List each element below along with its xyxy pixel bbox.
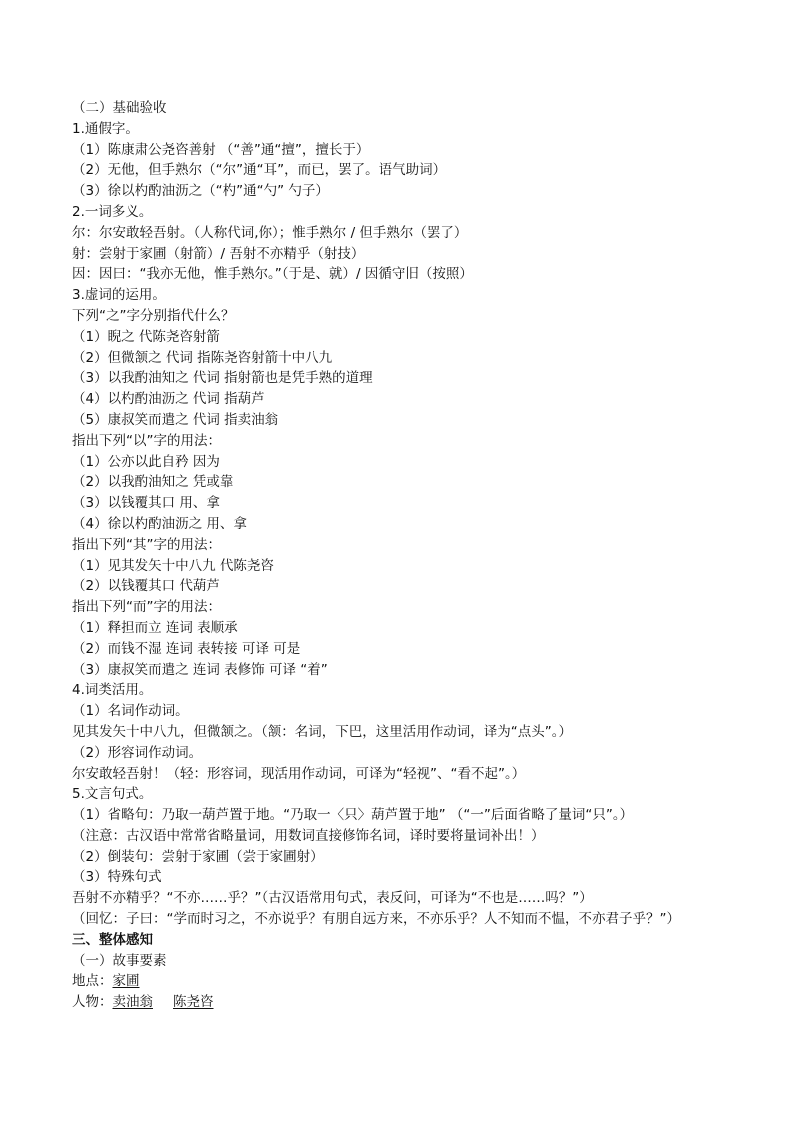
er-prompt: 指出下列“而”字的用法：	[72, 599, 221, 616]
word-class-title: 4.词类活用。	[72, 682, 153, 699]
word-class-item-1: （1）名词作动词。	[72, 703, 189, 720]
er-item-1: （1）释担而立 连词 表顺承	[72, 619, 238, 636]
polysemy-item-3: 因：因曰：“我亦无他，惟手熟尔。”（于是、就）/ 因循守旧（按照）	[72, 266, 473, 283]
yi-item-3: （3）以钱覆其口 用、拿	[72, 495, 220, 512]
er-item-3: （3）康叔笑而遣之 连词 表修饰 可译 “着”	[72, 661, 328, 678]
place-line	[72, 971, 754, 992]
polysemy-item-1: 尔：尔安敢轻吾射。（人称代词,你）；惟手熟尔 / 但手熟尔（罢了）	[72, 224, 468, 241]
word-class-item-4: 尔安敢轻吾射！（轻：形容词，现活用作动词，可译为“轻视”、“看不起”。）	[72, 765, 526, 782]
zhi-item-2: （2）但微颔之 代词 指陈尧咨射箭十中八九	[72, 349, 333, 366]
sentence-patterns-title: 5.文言句式。	[72, 786, 153, 803]
people-value-2: 陈尧咨	[173, 994, 214, 1011]
people-value-1: 卖油翁	[112, 994, 153, 1011]
zhi-item-3: （3）以我酌油知之 代词 指射箭也是凭手熟的道理	[72, 370, 373, 387]
sentence-pattern-item-6: （回忆：子曰：“学而时习之，不亦说乎？有朋自远方来，不亦乐乎？人不知而不愠，不亦君子乎？”）	[72, 911, 680, 928]
sentence-pattern-item-4: （3）特殊句式	[72, 869, 162, 886]
word-class-item-2: 见其发矢十中八九，但微颔之。（颔：名词，下巴，这里活用作动词，译为“点头”。）	[72, 723, 572, 740]
place-label: 地点：	[72, 973, 113, 990]
yi-item-4: （4）徐以杓酌油沥之 用、拿	[72, 515, 247, 532]
sentence-pattern-item-2: （注意：古汉语中常常省略量词，用数词直接修饰名词，译时要将量词补出！）	[72, 827, 545, 844]
yi-item-2: （2）以我酌油知之 凭或靠	[72, 474, 234, 491]
word-class-item-3: （2）形容词作动词。	[72, 744, 203, 761]
sentence-pattern-item-5: 吾射不亦精乎？“不亦……乎？”（古汉语常用句式，表反问，可译为“不也是……吗？”）	[72, 890, 593, 907]
zhi-prompt: 下列“之”字分别指代什么？	[72, 307, 235, 324]
qi-item-2: （2）以钱覆其口 代葫芦	[72, 578, 220, 595]
polysemy-title: 2.一词多义。	[72, 203, 153, 220]
tongjia-item-1: （1）陈康肃公尧咨善射 （“善”通“擅”，擅长于）	[72, 141, 370, 158]
function-words-title: 3.虚词的运用。	[72, 287, 166, 304]
people-line	[72, 992, 754, 1013]
section-heading-overall: 三、整体感知	[72, 931, 153, 948]
zhi-item-4: （4）以杓酌油沥之 代词 指葫芦	[72, 391, 265, 408]
section-heading-basic-check: （二）基础验收	[72, 100, 167, 116]
tongjia-item-2: （2）无他，但手熟尔（“尔”通“耳”，而已，罢了。语气助词）	[72, 162, 447, 179]
sentence-pattern-item-1: （1）省略句：乃取一葫芦置于地。“乃取一〈只〉葫芦置于地” （“一”后面省略了量词“只”。）	[72, 807, 634, 824]
story-elements-heading: （一）故事要素	[72, 952, 167, 969]
people-value-group	[113, 994, 214, 1010]
qi-prompt: 指出下列“其”字的用法：	[72, 536, 221, 553]
yi-prompt: 指出下列“以”字的用法：	[72, 432, 221, 449]
sentence-pattern-item-3: （2）倒装句：尝射于家圃（尝于家圃射）	[72, 848, 324, 865]
zhi-item-5: （5）康叔笑而遣之 代词 指卖油翁	[72, 411, 279, 428]
zhi-item-1: （1）睨之 代陈尧咨射箭	[72, 328, 220, 345]
tongjia-item-3: （3）徐以杓酌油沥之（“杓”通“勺” 勺子）	[72, 183, 329, 200]
place-value: 家圃	[112, 973, 140, 990]
polysemy-item-2: 射：尝射于家圃（射箭）/ 吾射不亦精乎（射技）	[72, 245, 365, 262]
people-label: 人物：	[72, 994, 113, 1011]
qi-item-1: （1）见其发矢十中八九 代陈尧咨	[72, 557, 274, 574]
er-item-2: （2）而钱不湿 连词 表转接 可译 可是	[72, 640, 301, 657]
tongjia-title: 1.通假字。	[72, 120, 139, 137]
yi-item-1: （1）公亦以此自矜 因为	[72, 453, 220, 470]
